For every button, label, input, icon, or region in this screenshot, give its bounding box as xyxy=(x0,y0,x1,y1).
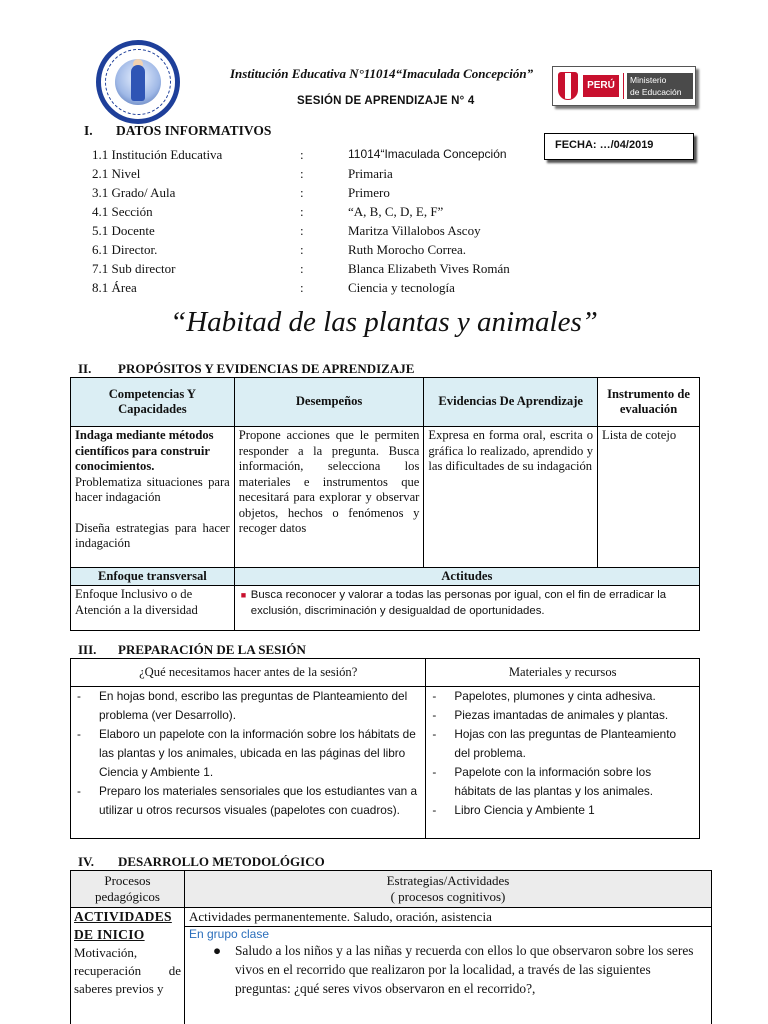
datos-value-7: Blanca Elizabeth Vives Román xyxy=(348,261,510,276)
desempeno-cell: Propone acciones que le permiten responder a la pregunta. Busca información, selecciona los materiales e instrumentos que necesitará para explorar y observar objetos, hechos o fenómenos y recoger datos xyxy=(234,427,424,568)
school-seal-logo xyxy=(96,40,180,124)
col-evidencias: Evidencias De Aprendizaje xyxy=(424,378,598,427)
institution-title: Institución Educativa N°11014“Imaculada Concepción” xyxy=(230,66,534,81)
virgin-figure-icon xyxy=(131,65,145,101)
datos-label-8: 8.1 Área xyxy=(92,280,137,295)
capacidad-2: Diseña estrategias para hacer indagación xyxy=(75,520,230,550)
permanentes-row xyxy=(71,908,712,927)
inicio-cell xyxy=(71,908,185,1024)
minedu-line1: Ministerio xyxy=(630,75,667,85)
minedu-country: PERÚ xyxy=(583,75,619,97)
preparacion-row xyxy=(71,687,700,839)
datos-label-7: 7.1 Sub director xyxy=(92,261,176,276)
enfoque-cell: Enfoque Inclusivo o de Atención a la diversidad xyxy=(71,586,235,631)
datos-value-1: 11014“Imaculada Concepción xyxy=(348,147,507,161)
actitudes-header: Actitudes xyxy=(234,568,699,586)
enfoque-row xyxy=(71,586,700,631)
peru-shield-icon xyxy=(558,72,578,100)
section-4-number: IV. xyxy=(78,854,95,869)
datos-label-1: 1.1 Institución Educativa xyxy=(92,147,223,162)
col-instrumento: Instrumento de evaluación xyxy=(598,378,700,427)
datos-label-2: 2.1 Nivel xyxy=(92,166,141,181)
datos-sep-6: : xyxy=(300,242,304,257)
propositos-header-row xyxy=(71,378,700,427)
antes-item-2: - Elaboro un papelote con la información sobre los hábitats de las plantas y los animales, ubicada en las páginas del libro Ciencia y Ambiente 1. xyxy=(75,725,421,782)
session-title: SESIÓN DE APRENDIZAJE N° 4 xyxy=(297,95,475,107)
datos-sep-3: : xyxy=(300,185,304,200)
enfoque-header-row xyxy=(71,568,700,586)
inicio-description: Motivación, recuperación de saberes previos y xyxy=(74,945,181,996)
datos-value-3: Primero xyxy=(348,185,390,200)
datos-sep-7: : xyxy=(300,261,304,276)
grupo-label: En grupo clase xyxy=(188,927,270,941)
minedu-divider xyxy=(623,73,624,99)
datos-sep-8: : xyxy=(300,280,304,295)
capacidad-1: Problematiza situaciones para hacer indagación xyxy=(75,474,230,504)
datos-value-6: Ruth Morocho Correa. xyxy=(348,242,467,257)
grupo-bullet-text: Saludo a los niños y a las niñas y recuerda con ellos lo que observaron sobre los seres vivos en el recorrido que realizaron por la localidad, a través de las siguientes preguntas: ¿qué seres vivos observaron en el recorrido?, xyxy=(234,943,694,996)
minedu-name xyxy=(627,73,693,99)
evidencia-cell: Expresa en forma oral, escrita o gráfica lo realizado, aprendido y las dificultades de su indagación xyxy=(424,427,598,568)
material-item-5: - Libro Ciencia y Ambiente 1 xyxy=(430,801,695,820)
datos-label-6: 6.1 Director. xyxy=(92,242,158,257)
estrategias-subtitle: ( procesos cognitivos) xyxy=(390,889,506,904)
col-desempenos: Desempeños xyxy=(234,378,424,427)
materiales-cell xyxy=(426,687,700,839)
datos-value-5: Maritza Villalobos Ascoy xyxy=(348,223,481,238)
enfoque-header: Enfoque transversal xyxy=(71,568,235,586)
datos-sep-2: : xyxy=(300,166,304,181)
section-1-number: I. xyxy=(84,123,93,138)
actitud-cell xyxy=(234,586,699,631)
desarrollo-table xyxy=(70,870,712,1024)
inicio-title: ACTIVIDADES DE INICIO xyxy=(74,909,172,942)
actitud-text: Busca reconocer y valorar a todas las personas por igual, con el fin de erradicar la exclusión, discriminación y desigualdad de oportunidades. xyxy=(250,589,667,617)
competencia-cell xyxy=(71,427,235,568)
col-competencias: Competencias Y Capacidades xyxy=(71,378,235,427)
section-1-heading: DATOS INFORMATIVOS xyxy=(116,123,272,138)
section-2-number: II. xyxy=(78,361,92,376)
antes-item-3: - Preparo los materiales sensoriales que los estudiantes van a utilizar u otros recursos visuales (papelotes con cuadros). xyxy=(75,782,421,820)
permanentes-cell: Actividades permanentemente. Saludo, oración, asistencia xyxy=(184,908,711,927)
square-bullet-icon: ■ xyxy=(240,590,247,600)
estrategias-title: Estrategias/Actividades xyxy=(386,873,510,888)
preparacion-header-row xyxy=(71,659,700,687)
session-main-title: “Habitad de las plantas y animales” xyxy=(170,306,598,338)
grupo-cell xyxy=(184,927,711,1024)
grupo-bullet xyxy=(189,941,707,998)
col-materiales: Materiales y recursos xyxy=(426,659,700,687)
materiales-list xyxy=(430,687,695,820)
section-3-heading: PREPARACIÓN DE LA SESIÓN xyxy=(118,642,306,657)
material-item-4: - Papelote con la información sobre los hábitats de las plantas y los animales. xyxy=(430,763,695,801)
minedu-line2: de Educación xyxy=(630,87,682,97)
datos-sep-1: : xyxy=(300,147,304,162)
antes-item-1: - En hojas bond, escribo las preguntas de Planteamiento del problema (ver Desarrollo). xyxy=(75,687,421,725)
col-antes: ¿Qué necesitamos hacer antes de la sesión? xyxy=(71,659,426,687)
material-item-3: - Hojas con las preguntas de Planteamiento del problema. xyxy=(430,725,695,763)
material-item-2: - Piezas imantadas de animales y plantas. xyxy=(430,706,695,725)
propositos-row xyxy=(71,427,700,568)
fecha-box: FECHA: …/04/2019 xyxy=(544,133,694,160)
propositos-table xyxy=(70,377,700,631)
actitud-item xyxy=(241,587,695,619)
datos-label-5: 5.1 Docente xyxy=(92,223,155,238)
desarrollo-header-row xyxy=(71,871,712,908)
antes-list xyxy=(75,687,421,820)
preparacion-table xyxy=(70,658,700,839)
datos-label-3: 3.1 Grado/ Aula xyxy=(92,185,176,200)
datos-sep-4: : xyxy=(300,204,304,219)
datos-value-8: Ciencia y tecnología xyxy=(348,280,455,295)
datos-value-4: “A, B, C, D, E, F” xyxy=(348,204,444,219)
minedu-logo xyxy=(552,66,696,106)
bullet-icon: ● xyxy=(212,943,222,958)
antes-cell xyxy=(71,687,426,839)
section-3-number: III. xyxy=(78,642,97,657)
section-4-heading: DESARROLLO METODOLÓGICO xyxy=(118,854,325,869)
instrumento-cell: Lista de cotejo xyxy=(598,427,700,568)
col-estrategias xyxy=(184,871,711,908)
material-item-1: - Papelotes, plumones y cinta adhesiva. xyxy=(430,687,695,706)
col-procesos: Procesos pedagógicos xyxy=(71,871,185,908)
section-2-heading: PROPÓSITOS Y EVIDENCIAS DE APRENDIZAJE xyxy=(118,361,415,376)
datos-label-4: 4.1 Sección xyxy=(92,204,153,219)
datos-sep-5: : xyxy=(300,223,304,238)
competencia-text: Indaga mediante métodos científicos para construir conocimientos. xyxy=(75,428,214,473)
datos-value-2: Primaria xyxy=(348,166,393,181)
